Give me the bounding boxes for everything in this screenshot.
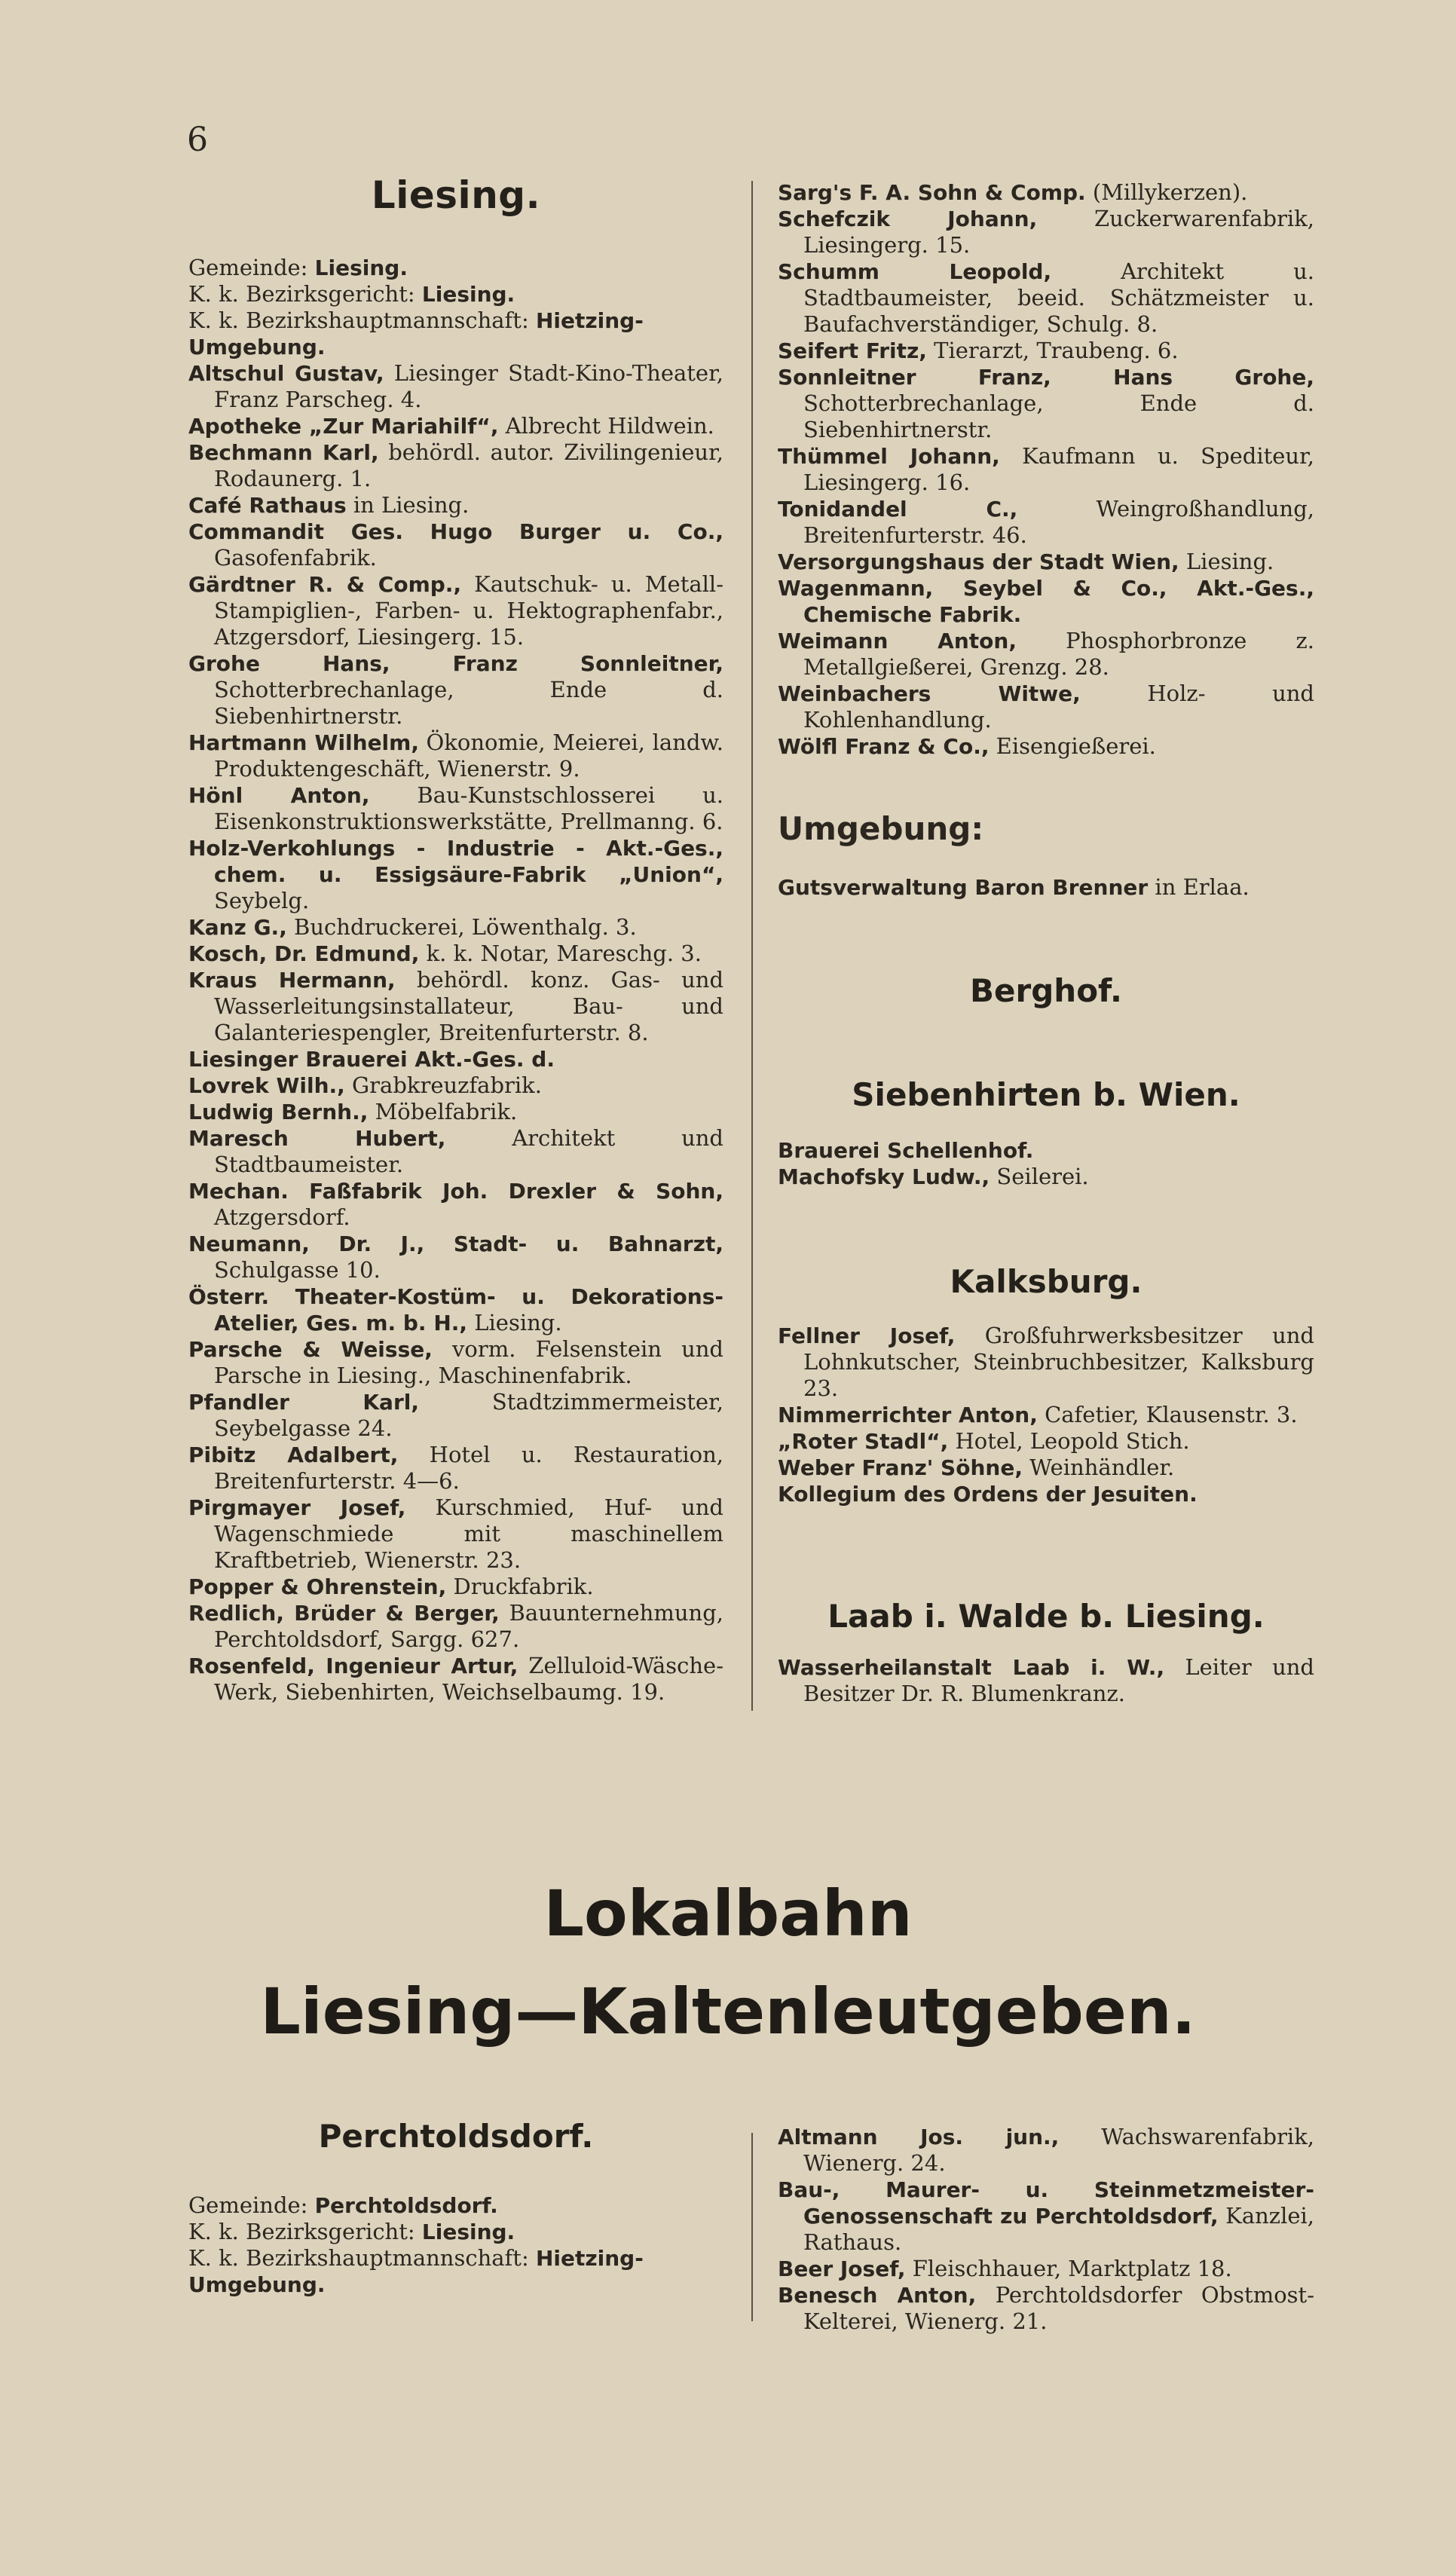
entry-name: Redlich, Brüder & Berger, (188, 1601, 500, 1626)
entry-text: Liesing. (1179, 549, 1274, 574)
entry-text: Ökonomie, Meierei, landw. Produktengeschäft, Wienerstr. 9. (214, 730, 723, 782)
directory-entry (188, 1653, 723, 1706)
entry-name: Versorgungshaus der Stadt Wien, (778, 549, 1179, 574)
entry-name: Thümmel Johann, (778, 444, 1000, 469)
directory-entry (188, 1495, 723, 1574)
entry-text: Möbelfabrik. (368, 1099, 518, 1124)
kalksburg-entries (778, 1323, 1314, 1507)
entry-text: Kautschuk- u. Metall-Stampiglien-, Farben- u. Hektographenfabr., Atzgersdorf, Liesingerg. 15. (214, 571, 723, 650)
meta-line: K. k. Bezirkshauptmannschaft: Hietzing-Umgebung. (188, 307, 644, 359)
entry-text: Großfuhrwerksbesitzer und Lohnkutscher, Steinbruchbesitzer, Kalksburg 23. (803, 1323, 1314, 1401)
perchtoldsdorf-section (188, 2118, 723, 2298)
entry-name: Sonnleitner Franz, Hans Grohe, (778, 365, 1314, 390)
entry-name: Apotheke „Zur Mariahilf“, (188, 414, 499, 439)
directory-entry (778, 628, 1314, 681)
entry-text: Architekt und Stadtbaumeister. (214, 1125, 723, 1177)
entry-text: Phosphorbronze z. Metallgießerei, Grenzg. 28. (803, 628, 1314, 680)
directory-entry (188, 439, 723, 492)
entry-text: Weingroßhandlung, Breitenfurterstr. 46. (803, 496, 1314, 548)
laab-section (778, 1598, 1314, 1707)
kalksburg-section (778, 1263, 1314, 1507)
entry-name: Gärdtner R. & Comp., (188, 572, 462, 597)
meta-line: Gemeinde: Liesing. (188, 255, 408, 280)
entry-name: Hönl Anton, (188, 783, 370, 808)
entry-text: Atzgersdorf. (214, 1204, 350, 1230)
entry-text: Perchtoldsdorfer Obstmost-Kelterei, Wienerg. 21. (803, 2282, 1314, 2334)
entry-name: Weimann Anton, (778, 629, 1017, 653)
entry-text: Bauunternehmung, Perchtoldsdorf, Sargg. 627. (214, 1600, 723, 1652)
meta-line: K. k. Bezirksgericht: Liesing. (188, 2219, 515, 2244)
liesing-section-continued (778, 179, 1314, 760)
entry-text: Wachswarenfabrik, Wienerg. 24. (803, 2124, 1314, 2176)
directory-entry (188, 782, 723, 835)
entry-name: Popper & Ohrenstein, (188, 1574, 447, 1599)
directory-entry (778, 259, 1314, 338)
entry-text: Eisengießerei. (989, 733, 1156, 759)
directory-entry (188, 1600, 723, 1653)
directory-entry (188, 1389, 723, 1442)
directory-entry (778, 1455, 1314, 1481)
entry-text: Grabkreuzfabrik. (344, 1072, 542, 1098)
entry-name: Sarg's F. A. Sohn & Comp. (778, 180, 1086, 205)
liesing-entries (188, 360, 723, 1706)
entry-text: Cafetier, Klausenstr. 3. (1037, 1402, 1298, 1427)
entry-text: Holz- und Kohlenhandlung. (803, 681, 1314, 733)
directory-entry (188, 835, 723, 914)
entry-name: Pirgmayer Josef, (188, 1495, 406, 1520)
entry-name: Wölfl Franz & Co., (778, 734, 990, 759)
entry-text: Buchdruckerei, Löwenthalg. 3. (286, 914, 637, 940)
entry-name: „Roter Stadl“, (778, 1429, 949, 1454)
entry-name: Machofsky Ludw., (778, 1164, 990, 1189)
entry-name: Kollegium des Ordens der Jesuiten. (778, 1482, 1198, 1507)
entry-text: Schulgasse 10. (214, 1257, 381, 1283)
entry-name: Maresch Hubert, (188, 1126, 446, 1151)
directory-entry (778, 575, 1314, 628)
section-title-berghof: Berghof. (970, 972, 1122, 1009)
directory-entry (188, 413, 723, 439)
entry-name: Mechan. Faßfabrik Joh. Drexler & Sohn, (188, 1179, 723, 1204)
entry-name: Kosch, Dr. Edmund, (188, 941, 420, 966)
entry-name: Lovrek Wilh., (188, 1073, 345, 1098)
entry-name: Liesinger Brauerei Akt.-Ges. d. (188, 1047, 555, 1072)
umgebung-section (778, 810, 1314, 901)
liesing-entries-right (778, 179, 1314, 760)
entry-name: Beer Josef, (778, 2256, 906, 2281)
entry-name: Pibitz Adalbert, (188, 1442, 399, 1467)
entry-text: Schotterbrechanlage, Ende d. Siebenhirtnerstr. (803, 390, 1314, 442)
entry-name: Holz-Verkohlungs - Industrie - Akt.-Ges., chem. u. Essigsäure-Fabrik „Union“, (188, 836, 723, 887)
directory-entry (778, 179, 1314, 206)
entry-name: Weinbachers Witwe, (778, 681, 1081, 706)
directory-entry (778, 496, 1314, 549)
directory-entry (188, 1336, 723, 1389)
entry-name: Kraus Hermann, (188, 968, 396, 993)
directory-entry (188, 1046, 723, 1072)
entry-name: Bechmann Karl, (188, 440, 379, 465)
entry-name: Neumann, Dr. J., Stadt- u. Bahnarzt, (188, 1231, 723, 1256)
meta-line: K. k. Bezirkshauptmannschaft: Hietzing-Umgebung. (188, 2245, 644, 2297)
entry-text: vorm. Felsenstein und Parsche in Liesing., Maschinenfabrik. (214, 1336, 724, 1388)
section-title-umgebung: Umgebung: (778, 810, 984, 847)
directory-entry (778, 338, 1314, 364)
directory-entry (188, 1574, 723, 1600)
directory-entry (188, 571, 723, 650)
directory-entry (778, 874, 1314, 901)
entry-name: Altschul Gustav, (188, 361, 384, 386)
entry-name: Rosenfeld, Ingenieur Artur, (188, 1654, 518, 1678)
meta-line: K. k. Bezirksgericht: Liesing. (188, 281, 515, 307)
entry-name: Grohe Hans, Franz Sonnleitner, (188, 651, 723, 676)
entry-name: Seifert Fritz, (778, 338, 927, 363)
directory-entry (778, 2177, 1314, 2256)
page-number: 6 (187, 121, 208, 159)
entry-name: Commandit Ges. Hugo Burger u. Co., (188, 519, 723, 544)
directory-entry (188, 914, 723, 941)
directory-entry (778, 549, 1314, 575)
entry-name: Kanz G., (188, 915, 287, 940)
entry-text: Zuckerwarenfabrik, Liesingerg. 15. (803, 206, 1314, 258)
entry-text: Albrecht Hildwein. (498, 413, 714, 439)
directory-entry (188, 1178, 723, 1231)
section-title-kalksburg: Kalksburg. (950, 1263, 1142, 1300)
entry-text: Hotel, Leopold Stich. (948, 1428, 1190, 1454)
entry-name: Altmann Jos. jun., (778, 2125, 1060, 2149)
directory-entry (188, 360, 723, 413)
entry-text: Seilerei. (990, 1164, 1089, 1189)
entry-text: Weinhändler. (1022, 1455, 1175, 1480)
entry-name: Bau-, Maurer- u. Steinmetzmeister-Genossenschaft zu Perchtoldsdorf, (778, 2177, 1314, 2229)
entry-text: Gasofenfabrik. (214, 545, 377, 571)
column-divider-bottom (751, 2133, 753, 2321)
entry-text: Hotel u. Restauration, Breitenfurterstr. 4—6. (214, 1442, 723, 1494)
directory-entry (188, 1442, 723, 1495)
entry-text: Architekt u. Stadtbaumeister, beeid. Schätzmeister u. Baufachverständiger, Schulg. 8. (803, 259, 1315, 337)
entry-text: Stadtzimmermeister, Seybelgasse 24. (214, 1389, 723, 1441)
entry-text: Kurschmied, Huf- und Wagenschmiede mit maschinellem Kraftbetrieb, Wienerstr. 23. (214, 1495, 723, 1573)
directory-entry (188, 967, 723, 1046)
entry-text: Liesinger Stadt-Kino-Theater, Franz Parscheg. 4. (214, 360, 723, 412)
directory-entry (778, 681, 1314, 733)
directory-entry (188, 730, 723, 782)
directory-entry (778, 206, 1314, 259)
entry-name: Parsche & Weisse, (188, 1337, 433, 1362)
entry-text: in Erlaa. (1148, 874, 1250, 900)
entry-text: Druckfabrik. (446, 1574, 594, 1599)
umgebung-entries (778, 874, 1314, 901)
meta-line: Gemeinde: Perchtoldsdorf. (188, 2192, 498, 2218)
directory-entry (188, 1072, 723, 1099)
directory-entry (778, 2282, 1314, 2335)
directory-entry (778, 1654, 1314, 1707)
perchtoldsdorf-entries (778, 2124, 1314, 2335)
directory-entry (778, 1137, 1314, 1164)
section-title-siebenhirten: Siebenhirten b. Wien. (852, 1076, 1240, 1113)
entry-text: Leiter und Besitzer Dr. R. Blumenkranz. (803, 1654, 1314, 1706)
entry-text: behördl. autor. Zivilingenieur, Rodaunerg. 1. (214, 439, 723, 491)
directory-entry (188, 519, 723, 571)
liesing-meta (188, 255, 723, 360)
directory-entry (778, 2124, 1314, 2177)
entry-name: Schefczik Johann, (778, 207, 1038, 231)
directory-entry (188, 650, 723, 730)
directory-entry (778, 443, 1314, 496)
entry-text: Kanzlei, Rathaus. (803, 2203, 1315, 2255)
entry-text: (Millykerzen). (1085, 179, 1248, 205)
entry-text: Liesing. (467, 1310, 562, 1335)
directory-entry (188, 1283, 723, 1336)
entry-name: Weber Franz' Söhne, (778, 1455, 1023, 1480)
entry-name: Wasserheilanstalt Laab i. W., (778, 1655, 1165, 1680)
entry-name: Café Rathaus (188, 493, 347, 518)
directory-entry (778, 1428, 1314, 1455)
directory-entry (188, 941, 723, 967)
entry-text: Zelluloid-Wäsche-Werk, Siebenhirten, Weichselbaumg. 19. (214, 1653, 724, 1705)
entry-text: in Liesing. (346, 492, 470, 518)
entry-name: Wagenmann, Seybel & Co., Akt.-Ges., Chemische Fabrik. (778, 576, 1314, 627)
laab-entries (778, 1654, 1314, 1707)
entry-text: Tierarzt, Traubeng. 6. (926, 338, 1179, 363)
section-title-liesing: Liesing. (371, 173, 541, 217)
entry-text: Seybelg. (214, 888, 310, 913)
entry-name: Gutsverwaltung Baron Brenner (778, 875, 1149, 900)
entry-name: Brauerei Schellenhof. (778, 1138, 1034, 1163)
berghof-section (778, 972, 1314, 1009)
section-title-laab: Laab i. Walde b. Liesing. (827, 1598, 1265, 1635)
directory-entry (778, 1402, 1314, 1428)
directory-entry (188, 492, 723, 519)
directory-entry (778, 733, 1314, 760)
directory-entry (778, 1481, 1314, 1507)
perchtoldsdorf-section-continued (778, 2124, 1314, 2335)
lokalbahn-route-heading: Liesing—Kaltenleutgeben. (260, 1975, 1196, 2048)
lokalbahn-heading: Lokalbahn (543, 1877, 913, 1950)
column-divider (751, 181, 753, 1711)
directory-entry (188, 1099, 723, 1125)
entry-text: k. k. Notar, Mareschg. 3. (419, 941, 702, 966)
entry-text: Schotterbrechanlage, Ende d. Siebenhirtnerstr. (214, 677, 723, 729)
entry-name: Tonidandel C., (778, 497, 1018, 522)
entry-text: Fleischhauer, Marktplatz 18. (905, 2256, 1232, 2281)
entry-name: Benesch Anton, (778, 2283, 977, 2308)
entry-name: Fellner Josef, (778, 1323, 956, 1348)
entry-name: Pfandler Karl, (188, 1390, 419, 1415)
siebenhirten-section (778, 1076, 1314, 1190)
entry-name: Nimmerrichter Anton, (778, 1403, 1038, 1427)
entry-text: Bau-Kunstschlosserei u. Eisenkonstruktionswerkstätte, Prellmanng. 6. (214, 782, 723, 834)
directory-entry (188, 1231, 723, 1283)
entry-name: Schumm Leopold, (778, 259, 1052, 284)
directory-entry (188, 1125, 723, 1178)
directory-entry (778, 364, 1314, 443)
entry-name: Österr. Theater-Kostüm- u. Dekorations-Atelier, Ges. m. b. H., (188, 1284, 723, 1335)
liesing-section (188, 173, 723, 1706)
siebenhirten-entries (778, 1137, 1314, 1190)
entry-name: Ludwig Bernh., (188, 1100, 369, 1124)
directory-entry (778, 2256, 1314, 2282)
entry-name: Hartmann Wilhelm, (188, 730, 419, 755)
section-title-perchtoldsdorf: Perchtoldsdorf. (318, 2118, 594, 2155)
entry-text: Kaufmann u. Spediteur, Liesingerg. 16. (803, 443, 1314, 495)
entry-text: behördl. konz. Gas- und Wasserleitungsinstallateur, Bau- und Galanteriespengler, Breitenfurterstr. 8. (214, 967, 724, 1045)
directory-entry (778, 1164, 1314, 1190)
directory-entry (778, 1323, 1314, 1402)
